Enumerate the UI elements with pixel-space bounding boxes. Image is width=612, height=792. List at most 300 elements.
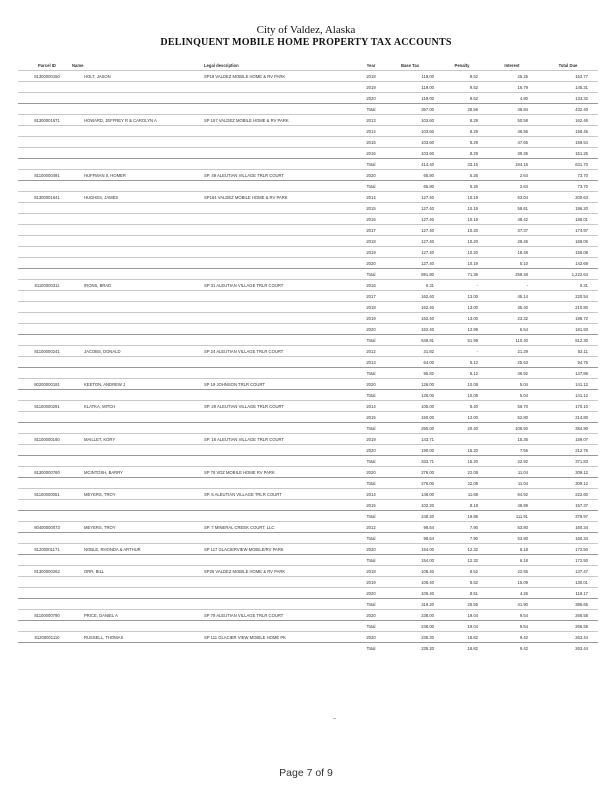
table-row (18, 257, 598, 268)
cell-base-tax: 106.40 (421, 580, 434, 585)
account-total-row (18, 268, 598, 279)
cell-name: HUFFMAN II, HOMER (84, 173, 126, 178)
cell-name: MCINTOSH, BARRY (84, 470, 123, 475)
cell-total-due: 130.01 (575, 580, 588, 585)
cell-name: PRICE, DANIEL A (84, 613, 118, 618)
cell-penalty: - (476, 283, 478, 288)
account-group (18, 565, 598, 609)
cell-interest: 25.63 (517, 360, 528, 365)
cell-penalty: 8.29 (469, 140, 478, 145)
table-row (18, 279, 598, 290)
cell-total-due: 1,222.64 (571, 272, 588, 277)
account-group (18, 279, 598, 345)
cell-legal-description: SP26 VALDEZ MOBILE HOME & RV PARK (204, 569, 286, 574)
cell-interest: 5.04 (519, 382, 528, 387)
cell-total-due: 181.93 (575, 327, 588, 332)
cell-interest: 6.18 (519, 547, 528, 552)
cell-penalty: 15.20 (467, 448, 478, 453)
cell-interest: 4.26 (519, 591, 528, 596)
cell-total-due: 141.12 (575, 393, 588, 398)
cell-penalty: 13.00 (467, 294, 478, 299)
cell-total-due: 309.12 (575, 470, 588, 475)
cell-penalty: 19.04 (467, 624, 478, 629)
cell-name: KLATKA, MITCH (84, 404, 116, 409)
cell-parcel-id: 81100000160 (34, 437, 60, 442)
cell-legal-description: SP 31 ALEUTIAN VILLAGE TRLR COURT (204, 283, 284, 288)
account-group (18, 191, 598, 279)
col-penalty: Penalty (454, 63, 470, 68)
cell-interest: 22.55 (517, 569, 528, 574)
cell-interest: 11.04 (517, 470, 528, 475)
cell-penalty: 19.04 (467, 613, 478, 618)
cell-year: Total (366, 558, 376, 563)
account-group (18, 70, 598, 114)
cell-year: Total (366, 426, 376, 431)
cell-year: 2014 (366, 129, 376, 134)
cell-total-due: 137.47 (575, 569, 588, 574)
cell-year: Total (366, 107, 376, 112)
cell-year: 2018 (366, 305, 376, 310)
col-year: Year (366, 63, 376, 68)
cell-parcel-id: 81300001671 (34, 118, 60, 123)
table-row (18, 169, 598, 180)
table-row (18, 202, 598, 213)
cell-base-tax: 127.40 (421, 239, 434, 244)
cell-penalty: 20.40 (467, 426, 478, 431)
account-group (18, 631, 598, 653)
cell-name: ORR, BILL (84, 569, 105, 574)
account-total-row (18, 620, 598, 631)
cell-total-due: 94.75 (577, 360, 588, 365)
cell-total-due: 153.77 (575, 74, 588, 79)
cell-penalty: 12.32 (467, 558, 478, 563)
cell-year: 2019 (366, 250, 376, 255)
cell-interest: 39.36 (517, 151, 528, 156)
cell-year: 2016 (366, 217, 376, 222)
cell-total-due: 309.12 (575, 481, 588, 486)
table-row (18, 433, 598, 444)
cell-total-due: 145.31 (575, 85, 588, 90)
cell-interest: 18.48 (517, 250, 528, 255)
cell-penalty: 10.19 (467, 195, 478, 200)
cell-penalty: 71.36 (467, 272, 478, 277)
cell-penalty: 8.29 (469, 118, 478, 123)
cell-base-tax: 127.40 (421, 250, 434, 255)
cell-year: 2014 (366, 195, 376, 200)
table-row (18, 70, 598, 81)
account-group (18, 466, 598, 488)
table-header (18, 60, 598, 70)
cell-base-tax: 102.20 (421, 503, 434, 508)
cell-total-due: 162.46 (575, 118, 588, 123)
table-row (18, 411, 598, 422)
table-row (18, 125, 598, 136)
cell-interest: 4.80 (519, 96, 528, 101)
cell-base-tax: 235.20 (421, 635, 434, 640)
cell-penalty: 10.08 (467, 393, 478, 398)
delinquent-accounts-table (18, 60, 598, 653)
account-total-row (18, 642, 598, 653)
cell-year: 2018 (366, 74, 376, 79)
table-row (18, 499, 598, 510)
table-row (18, 565, 598, 576)
cell-total-due: 386.65 (575, 602, 588, 607)
account-total-row (18, 389, 598, 400)
cell-year: 2019 (366, 85, 376, 90)
cell-base-tax: 126.00 (421, 382, 434, 387)
cell-year: 2015 (366, 206, 376, 211)
cell-base-tax: 238.00 (421, 613, 434, 618)
page-number: Page 7 of 9 (279, 767, 333, 779)
cell-total-due: 432.40 (575, 107, 588, 112)
cell-legal-description: SP19 VALDEZ MOBILE HOME & RV PARK (204, 74, 286, 79)
cell-total-due: 170.10 (575, 404, 588, 409)
table-row (18, 444, 598, 455)
cell-penalty: 8.29 (469, 129, 478, 134)
cell-penalty: 5.12 (469, 371, 478, 376)
cell-year: Total (366, 338, 376, 343)
table-row (18, 609, 598, 620)
cell-total-due: 73.70 (577, 173, 588, 178)
cell-penalty: 5.12 (469, 360, 478, 365)
cell-year: Total (366, 162, 376, 167)
cell-total-due: 212.76 (575, 448, 588, 453)
cell-penalty: 15.20 (467, 459, 478, 464)
cell-year: 2014 (366, 492, 376, 497)
cell-base-tax: 248.20 (421, 514, 434, 519)
cell-base-tax: 119.00 (421, 96, 434, 101)
cell-year: Total (366, 481, 376, 486)
account-total-row (18, 510, 598, 521)
account-group (18, 433, 598, 466)
account-group (18, 521, 598, 543)
cell-interest: 58.61 (517, 206, 528, 211)
cell-legal-description: SP 117 GLACIERVIEW MOBILE/RV PARK (204, 547, 284, 552)
cell-base-tax: 162.40 (421, 316, 434, 321)
cell-total-due: 379.97 (575, 514, 588, 519)
cell-year: Total (366, 602, 376, 607)
cell-year: 2019 (366, 437, 376, 442)
cell-name: HOLT, JASON (84, 74, 111, 79)
cell-year: Total (366, 646, 376, 651)
cell-base-tax: 127.40 (421, 228, 434, 233)
cell-year: 2019 (366, 316, 376, 321)
account-group (18, 609, 598, 631)
table-row (18, 235, 598, 246)
cell-parcel-id: 81100000790 (34, 613, 60, 618)
cell-year: Total (366, 459, 376, 464)
cell-interest: 259.48 (515, 272, 528, 277)
cell-penalty: 10.19 (467, 261, 478, 266)
cell-total-due: 159.07 (575, 437, 588, 442)
cell-interest: 23.32 (517, 316, 528, 321)
cell-penalty: 8.18 (469, 503, 478, 508)
account-total-row (18, 477, 598, 488)
cell-penalty: 28.56 (467, 107, 478, 112)
cell-penalty: - (476, 349, 478, 354)
cell-year: 2015 (366, 140, 376, 145)
cell-base-tax: 276.00 (421, 481, 434, 486)
account-total-row (18, 334, 598, 345)
cell-total-due: 210.80 (575, 305, 588, 310)
table-row (18, 224, 598, 235)
cell-parcel-id: 81100000241 (34, 349, 60, 354)
cell-legal-description: SP. 29 ALEUTIAN VILLAGE TRLR COURT (204, 404, 285, 409)
cell-legal-description: SP. 7 MINERAL CREEK COURT, LLC (204, 525, 275, 530)
cell-base-tax: 357.00 (421, 107, 434, 112)
cell-penalty: 5.26 (469, 184, 478, 189)
cell-base-tax: 103.60 (421, 129, 434, 134)
table-row (18, 290, 598, 301)
cell-year: 2012 (366, 349, 376, 354)
cell-penalty: 33.15 (467, 162, 478, 167)
cell-base-tax: 649.91 (421, 338, 434, 343)
cell-total-due: 172.50 (575, 558, 588, 563)
cell-interest: 22.92 (517, 459, 528, 464)
cell-year: 2020 (366, 173, 376, 178)
cell-legal-description: SP 76 VDZ MOBILE HOME RV PARK (204, 470, 275, 475)
cell-year: 2020 (366, 547, 376, 552)
cell-interest: 15.36 (517, 437, 528, 442)
cell-base-tax: 143.71 (421, 437, 434, 442)
cell-penalty: 8.29 (469, 151, 478, 156)
table-body (18, 70, 598, 653)
cell-year: 2018 (366, 569, 376, 574)
cell-name: KEETON, ANDREW J (84, 382, 126, 387)
cell-base-tax: 276.00 (421, 470, 434, 475)
cell-year: 2020 (366, 96, 376, 101)
city-heading: City of Valdez, Alaska (256, 24, 356, 36)
cell-penalty: 12.99 (467, 327, 478, 332)
cell-base-tax: 103.60 (421, 140, 434, 145)
cell-total-due: 198.72 (575, 316, 588, 321)
cell-legal-description: SP. 49 ALEUTIAN VILLAGE TRLR COURT (204, 173, 285, 178)
cell-penalty: 9.52 (469, 96, 478, 101)
cell-interest: 109.50 (515, 426, 528, 431)
cell-interest: 9.42 (519, 646, 528, 651)
table-row (18, 631, 598, 642)
account-total-row (18, 180, 598, 191)
cell-total-due: 157.37 (575, 503, 588, 508)
cell-total-due: 0.31 (579, 283, 588, 288)
cell-parcel-id: 81100000311 (34, 283, 60, 288)
table-row (18, 246, 598, 257)
cell-penalty: 8.51 (469, 591, 478, 596)
cell-name: MEYERS, TROY (84, 525, 116, 530)
cell-base-tax: 891.80 (421, 272, 434, 277)
col-total-due: Total Due (558, 63, 578, 68)
cell-base-tax: 150.00 (421, 415, 434, 420)
cell-parcel-id: 80200000191 (34, 382, 60, 387)
cell-year: 2017 (366, 294, 376, 299)
cell-penalty: 19.86 (467, 514, 478, 519)
cell-interest: 64.92 (517, 492, 528, 497)
cell-interest: 16.79 (517, 85, 528, 90)
cell-year: 2020 (366, 635, 376, 640)
cell-year: 2012 (366, 525, 376, 530)
cell-base-tax: 162.40 (421, 294, 434, 299)
cell-parcel-id: 81300000760 (34, 470, 60, 475)
table-row (18, 323, 598, 334)
cell-total-due: 158.45 (575, 129, 588, 134)
cell-base-tax: 106.40 (421, 591, 434, 596)
cell-name: MEYERS, TROY (84, 492, 116, 497)
cell-legal-description: SP 167 VALDEZ MOBILE HOME & RV PARK (204, 118, 289, 123)
cell-interest: 48.42 (517, 217, 528, 222)
cell-total-due: 156.08 (575, 250, 588, 255)
cell-year: 2014 (366, 404, 376, 409)
cell-year: 2020 (366, 613, 376, 618)
cell-total-due: 186.01 (575, 217, 588, 222)
cell-interest: 28.46 (517, 239, 528, 244)
cell-penalty: 11.68 (467, 492, 478, 497)
cell-penalty: 10.20 (467, 228, 478, 233)
account-group (18, 378, 598, 400)
cell-base-tax: 146.00 (421, 492, 434, 497)
cell-parcel-id: 81100000491 (34, 173, 60, 178)
cell-name: IRONS, BRAD (84, 283, 112, 288)
cell-total-due: 166.06 (575, 239, 588, 244)
cell-year: 2020 (366, 591, 376, 596)
cell-year: Total (366, 272, 376, 277)
cell-base-tax: 238.00 (421, 624, 434, 629)
cell-penalty: 5.26 (469, 173, 478, 178)
cell-base-tax: 126.00 (421, 393, 434, 398)
cell-interest: 41.90 (517, 602, 528, 607)
table-row (18, 543, 598, 554)
cell-interest: 110.40 (515, 338, 528, 343)
cell-base-tax: 103.60 (421, 118, 434, 123)
cell-base-tax: 127.40 (421, 195, 434, 200)
cell-year: 2020 (366, 327, 376, 332)
account-group (18, 543, 598, 565)
account-group (18, 488, 598, 521)
account-group (18, 169, 598, 191)
cell-penalty: 13.00 (467, 316, 478, 321)
cell-base-tax: 105.00 (421, 404, 434, 409)
col-interest: Interest (504, 63, 520, 68)
account-group (18, 114, 598, 169)
cell-base-tax: 64.00 (423, 360, 434, 365)
table-row (18, 114, 598, 125)
cell-base-tax: 162.40 (421, 305, 434, 310)
cell-base-tax: 162.40 (421, 327, 434, 332)
cell-interest: 46.84 (517, 107, 528, 112)
cell-total-due: 53.11 (577, 349, 588, 354)
cell-total-due: 147.86 (575, 371, 588, 376)
cell-base-tax: 154.00 (421, 547, 434, 552)
cell-total-due: 133.32 (575, 96, 588, 101)
account-total-row (18, 598, 598, 609)
cell-total-due: 119.17 (575, 591, 588, 596)
cell-year: Total (366, 393, 376, 398)
cell-parcel-id: 81300000150 (34, 74, 60, 79)
cell-total-due: 222.60 (575, 492, 588, 497)
account-total-row (18, 422, 598, 433)
cell-base-tax: 119.00 (421, 74, 434, 79)
cell-total-due: 142.69 (575, 261, 588, 266)
scan-speck (333, 718, 336, 719)
cell-base-tax: 98.64 (423, 536, 434, 541)
col-name: Name (72, 63, 84, 68)
cell-penalty: 13.00 (467, 305, 478, 310)
cell-name: MAILLET, KORY (84, 437, 116, 442)
cell-year: 2020 (366, 470, 376, 475)
cell-total-due: 141.12 (575, 382, 588, 387)
cell-total-due: 160.34 (575, 536, 588, 541)
table-row (18, 587, 598, 598)
table-row (18, 576, 598, 587)
table-row (18, 92, 598, 103)
table-row (18, 312, 598, 323)
cell-year: 2015 (366, 415, 376, 420)
cell-interest: 21.29 (517, 349, 528, 354)
cell-base-tax: 31.82 (423, 349, 434, 354)
cell-base-tax: 235.20 (421, 646, 434, 651)
cell-interest: 15.09 (517, 580, 528, 585)
cell-penalty: 12.00 (467, 415, 478, 420)
cell-interest: 9.54 (519, 613, 528, 618)
cell-interest: 52.80 (517, 415, 528, 420)
table-row (18, 488, 598, 499)
table-row (18, 521, 598, 532)
cell-parcel-id: 80400000073 (34, 525, 60, 530)
cell-total-due: 214.80 (575, 415, 588, 420)
cell-base-tax: 319.20 (421, 602, 434, 607)
cell-legal-description: SP 79 ALEUTIAN VILLAGE TRLR COURT (204, 613, 284, 618)
cell-penalty: 10.20 (467, 239, 478, 244)
account-total-row (18, 158, 598, 169)
report-title: DELINQUENT MOBILE HOME PROPERTY TAX ACCOUNTS (160, 37, 452, 48)
cell-base-tax: 127.40 (421, 261, 434, 266)
table-row (18, 400, 598, 411)
cell-total-due: 151.25 (575, 151, 588, 156)
cell-year: Total (366, 184, 376, 189)
cell-total-due: 263.44 (575, 646, 588, 651)
account-total-row (18, 532, 598, 543)
cell-interest: 2.64 (519, 173, 528, 178)
cell-penalty: 8.52 (469, 580, 478, 585)
cell-year: 2020 (366, 382, 376, 387)
cell-penalty: 9.52 (469, 74, 478, 79)
cell-year: 2016 (366, 151, 376, 156)
cell-legal-description: SP. 5 ALEUTIAN VILLAGE TRLR COURT (204, 492, 282, 497)
cell-name: RUSSELL, THOMAS (84, 635, 124, 640)
account-group (18, 400, 598, 433)
cell-year: 2020 (366, 261, 376, 266)
cell-interest: 46.92 (517, 371, 528, 376)
account-total-row (18, 103, 598, 114)
table-row (18, 466, 598, 477)
cell-total-due: 263.44 (575, 635, 588, 640)
cell-base-tax: 127.40 (421, 217, 434, 222)
cell-interest: 63.04 (517, 195, 528, 200)
cell-interest: 53.80 (517, 536, 528, 541)
cell-interest: 184.15 (515, 162, 528, 167)
cell-base-tax: 106.40 (421, 569, 434, 574)
cell-total-due: 174.97 (575, 228, 588, 233)
cell-penalty: 18.82 (467, 635, 478, 640)
cell-total-due: 812.30 (575, 338, 588, 343)
cell-base-tax: 0.31 (425, 283, 434, 288)
cell-legal-description: SP 24 ALEUTIAN VILLAGE TRLR COURT (204, 349, 284, 354)
cell-interest: 6.18 (519, 558, 528, 563)
cell-base-tax: 154.00 (421, 558, 434, 563)
cell-legal-description: SP164 VALDEZ MOBILE HOME & RV PARK (204, 195, 288, 200)
cell-interest: 37.37 (517, 228, 528, 233)
cell-base-tax: 103.60 (421, 151, 434, 156)
cell-interest: 50.58 (517, 118, 528, 123)
